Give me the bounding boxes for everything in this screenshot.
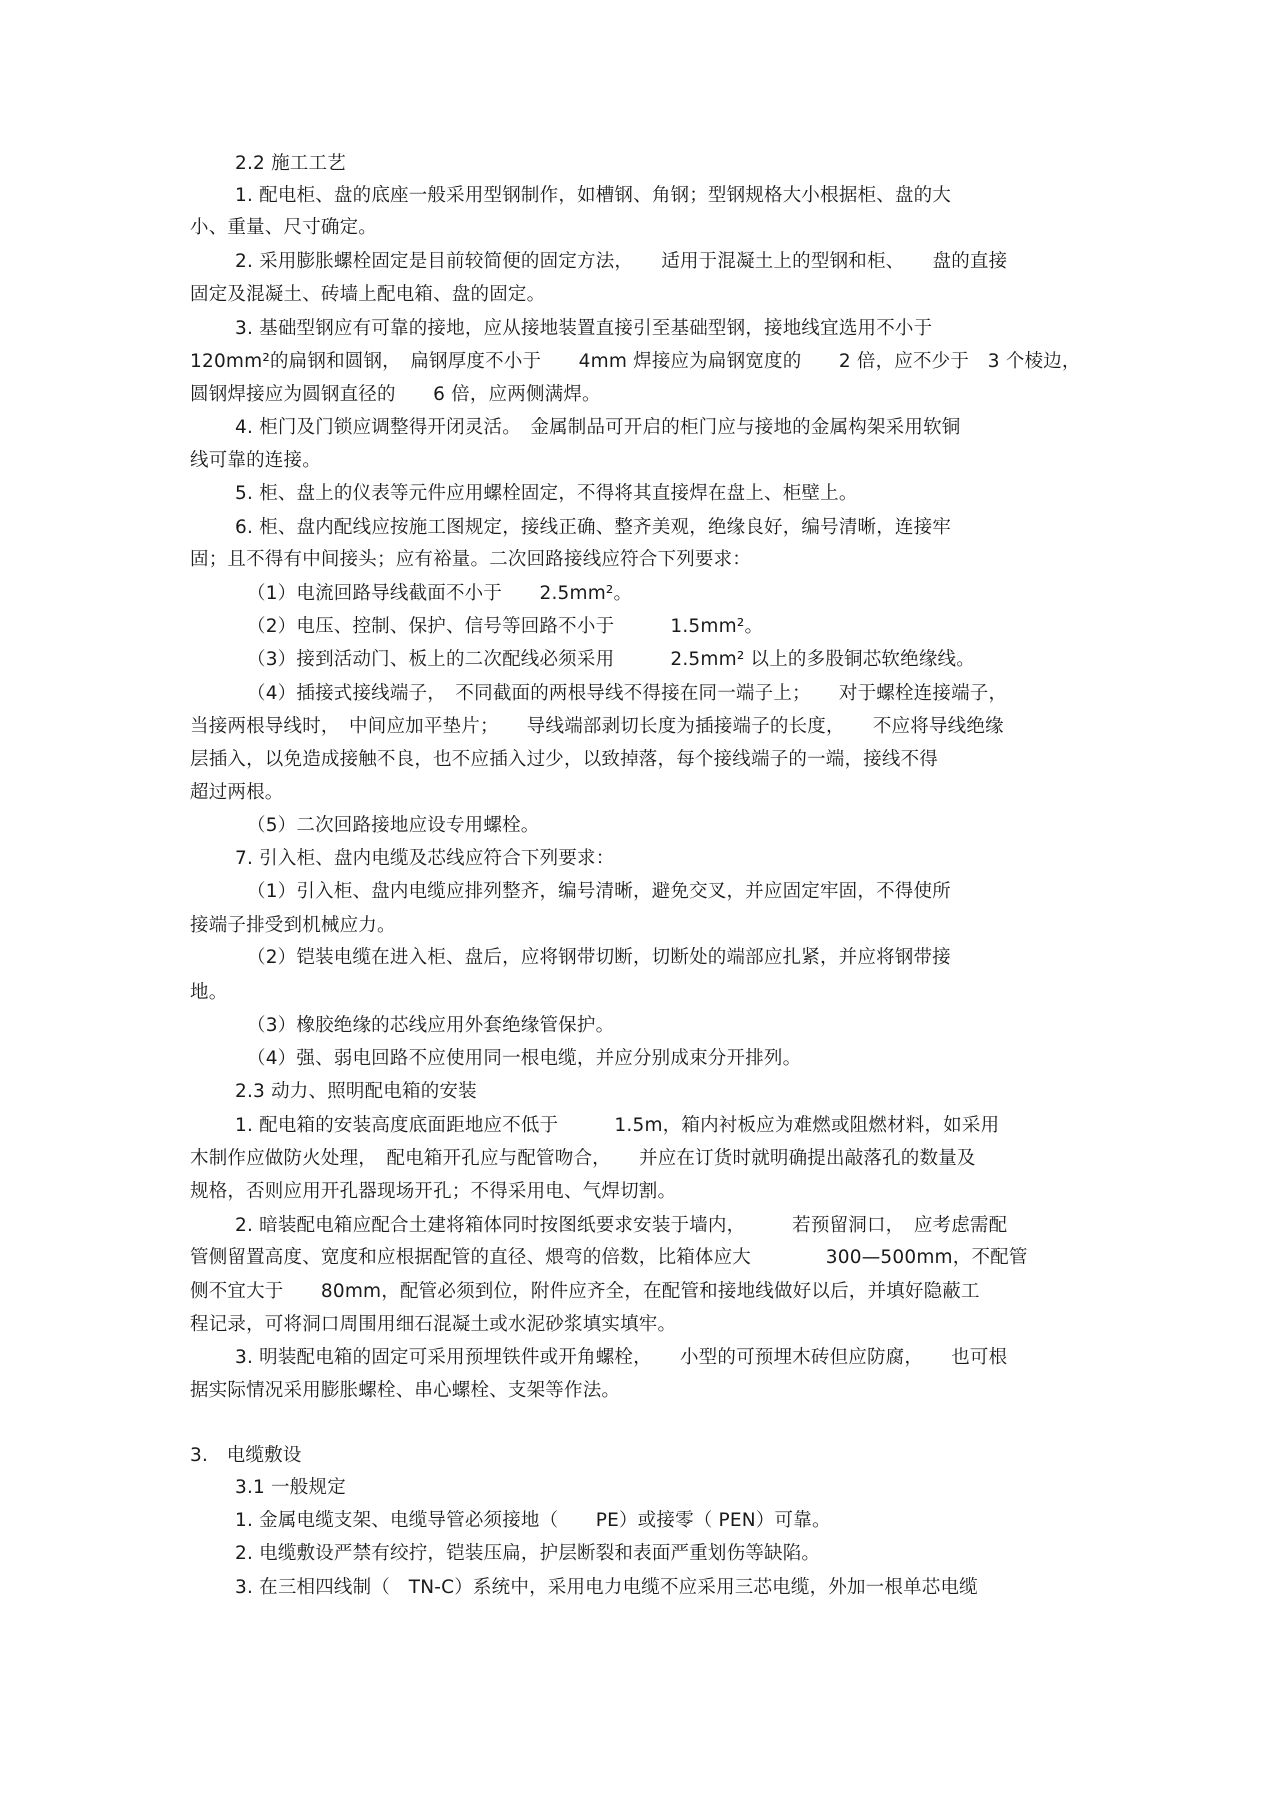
text-line-l43: 3. 在三相四线制（ TN-C）系统中，采用电力电缆不应采用三芯电缆，外加一根单芯电缆: [235, 1577, 978, 1598]
text-line-l40: 3.1 一般规定: [235, 1477, 346, 1498]
text-line-l36: 程记录，可将洞口周围用细石混凝土或水泥砂浆填实填牢。: [190, 1314, 677, 1335]
text-line-l03: 小、重量、尺寸确定。: [190, 217, 378, 238]
text-line-l10: 线可靠的连接。: [190, 450, 321, 471]
text-line-l17: （4）插接式接线端子， 不同截面的两根导线不得接在同一端子上； 对于螺栓连接端子，: [247, 683, 1008, 704]
text-line-l32: 规格，否则应用开孔器现场开孔；不得采用电、气焊切割。: [190, 1181, 677, 1202]
text-line-l22: 7. 引入柜、盘内电缆及芯线应符合下列要求：: [235, 848, 615, 869]
text-line-l37: 3. 明装配电箱的固定可采用预埋铁件或开角螺栓， 小型的可预埋木砖但应防腐， 也可根: [235, 1347, 1008, 1368]
text-line-l25: （2）铠装电缆在进入柜、盘后，应将钢带切断，切断处的端部应扎紧，并应将钢带接: [247, 947, 951, 968]
text-line-l28: （4）强、弱电回路不应使用同一根电缆，并应分别成束分开排列。: [247, 1048, 802, 1069]
text-line-l16: （3）接到活动门、板上的二次配线必须采用 2.5mm² 以上的多股铜芯软绝缘线。: [247, 649, 975, 670]
text-line-l05: 固定及混凝土、砖墙上配电箱、盘的固定。: [190, 284, 546, 305]
text-line-l09: 4. 柜门及门锁应调整得开闭灵活。 金属制品可开启的柜门应与接地的金属构架采用软铜: [235, 417, 961, 438]
text-line-l29: 2.3 动力、照明配电箱的安装: [235, 1081, 477, 1102]
text-line-l42: 2. 电缆敷设严禁有绞拧，铠装压扁，护层断裂和表面严重划伤等缺陷。: [235, 1543, 821, 1564]
text-line-l35: 侧不宜大于 80mm，配管必须到位，附件应齐全，在配管和接地线做好以后，并填好隐蔽工: [190, 1281, 980, 1302]
text-line-l26: 地。: [190, 982, 228, 1003]
text-line-l08: 圆钢焊接应为圆钢直径的 6 倍，应两侧满焊。: [190, 384, 601, 405]
text-line-l02: 1. 配电柜、盘的底座一般采用型钢制作，如槽钢、角钢；型钢规格大小根据柜、盘的大: [235, 185, 952, 206]
text-line-l27: （3）橡胶绝缘的芯线应用外套绝缘管保护。: [247, 1015, 615, 1036]
text-line-l04: 2. 采用膨胀螺栓固定是目前较简便的固定方法， 适用于混凝土上的型钢和柜、 盘的直接: [235, 251, 1008, 272]
text-line-l30: 1. 配电箱的安装高度底面距地应不低于 1.5m，箱内衬板应为难燃或阻燃材料，如采用: [235, 1115, 1000, 1136]
text-line-l07: 120mm²的扁钢和圆钢， 扁钢厚度不小于 4mm 焊接应为扁钢宽度的 2 倍，应不少于 3 个棱边，: [190, 351, 1081, 372]
text-line-l18: 当接两根导线时， 中间应加平垫片； 导线端部剥切长度为插接端子的长度， 不应将导线绝缘: [190, 716, 1004, 737]
text-line-l24: 接端子排受到机械应力。: [190, 915, 396, 936]
text-line-l33: 2. 暗装配电箱应配合土建将箱体同时按图纸要求安装于墙内， 若预留洞口， 应考虑需配: [235, 1215, 1008, 1236]
text-line-l39: 3. 电缆敷设: [190, 1445, 302, 1466]
text-line-l38: 据实际情况采用膨胀螺栓、串心螺栓、支架等作法。: [190, 1380, 621, 1401]
text-line-l11: 5. 柜、盘上的仪表等元件应用螺栓固定，不得将其直接焊在盘上、柜壁上。: [235, 483, 858, 504]
text-line-l19: 层插入，以免造成接触不良，也不应插入过少，以致掉落，每个接线端子的一端，接线不得: [190, 749, 939, 770]
text-line-l15: （2）电压、控制、保护、信号等回路不小于 1.5mm²。: [247, 616, 764, 637]
text-line-l06: 3. 基础型钢应有可靠的接地，应从接地装置直接引至基础型钢，接地线宜选用不小于: [235, 318, 933, 339]
text-line-l23: （1）引入柜、盘内电缆应排列整齐，编号清晰，避免交叉，并应固定牢固，不得使所: [247, 881, 951, 902]
text-line-l41: 1. 金属电缆支架、电缆导管必须接地（ PE）或接零（ PEN）可靠。: [235, 1510, 831, 1531]
text-line-l21: （5）二次回路接地应设专用螺栓。: [247, 815, 540, 836]
text-line-l31: 木制作应做防火处理， 配电箱开孔应与配管吻合， 并应在订货时就明确提出敲落孔的数量及: [190, 1148, 976, 1169]
text-line-l14: （1）电流回路导线截面不小于 2.5mm²。: [247, 583, 633, 604]
text-line-l01: 2.2 施工工艺: [235, 153, 346, 174]
text-line-l13: 固；且不得有中间接头；应有裕量。二次回路接线应符合下列要求：: [190, 549, 752, 570]
text-line-l12: 6. 柜、盘内配线应按施工图规定，接线正确、整齐美观，绝缘良好，编号清晰，连接牢: [235, 517, 952, 538]
text-line-l34: 管侧留置高度、宽度和应根据配管的直径、煨弯的倍数，比箱体应大 300—500mm，不配管: [190, 1247, 1028, 1268]
text-line-l20: 超过两根。: [190, 782, 284, 803]
